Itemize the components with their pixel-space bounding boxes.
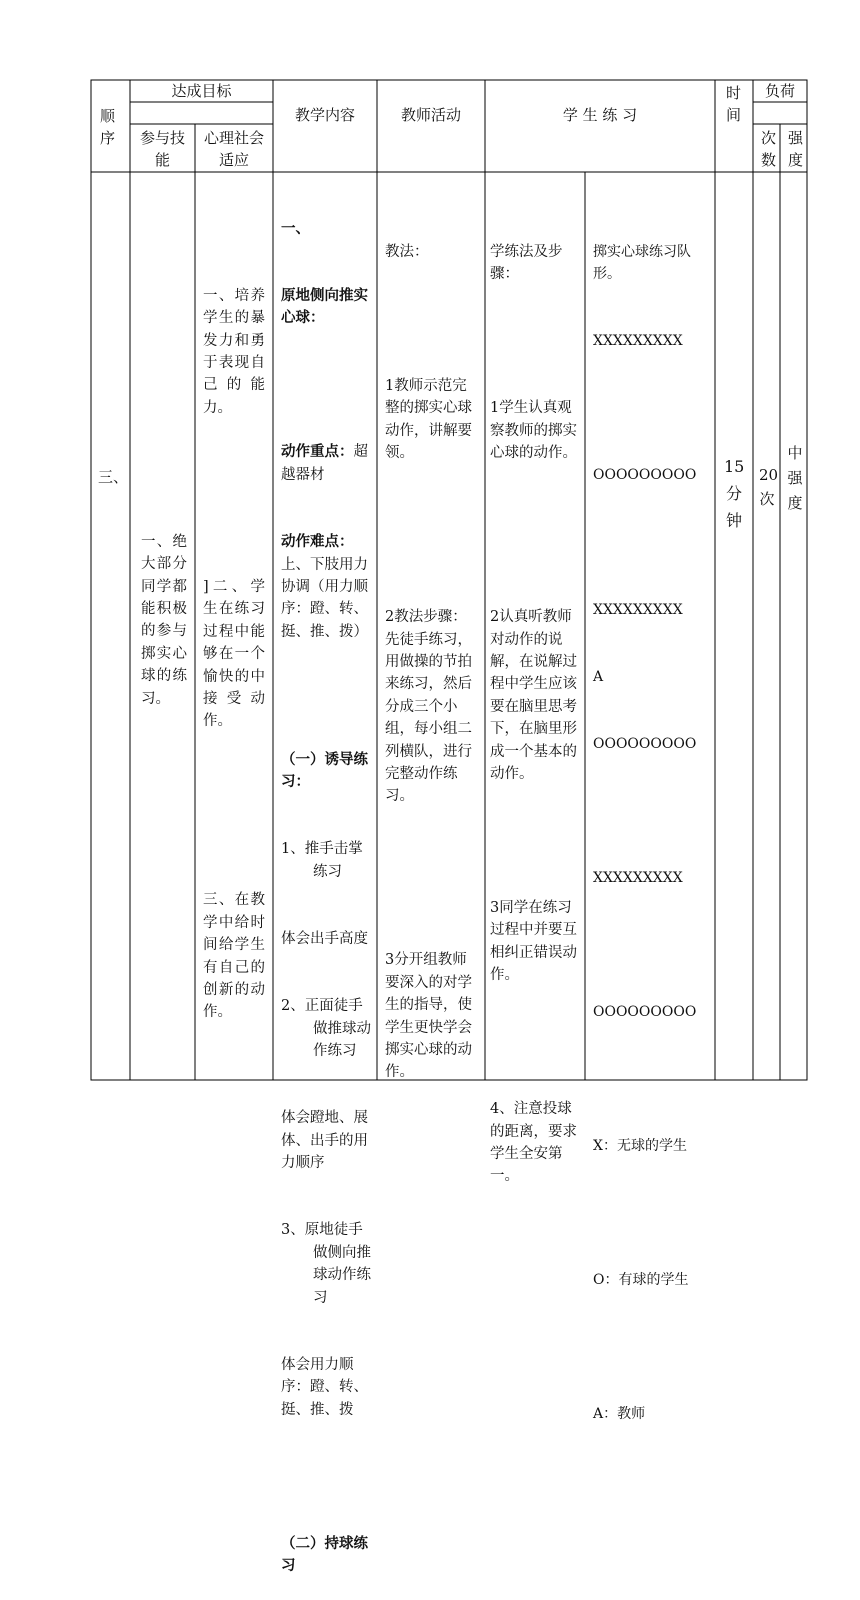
content-item-1: 1、推手击掌练习 — [281, 841, 363, 880]
formation-row-x2: XXXXXXXXX — [593, 601, 683, 618]
header-student: 学 生 练 习 — [562, 106, 638, 124]
teacher-method: 教法： — [385, 243, 429, 260]
time-value: 15分钟 — [724, 457, 745, 530]
student-steps-title: 学练法及步骤： — [490, 243, 563, 283]
content-diff-text: 上、下肢用力协调（用力顺序：蹬、转、挺、推、拨） — [281, 556, 368, 640]
header-participation: 参与技能 — [140, 129, 186, 169]
header-content: 教学内容 — [294, 106, 355, 124]
formation-row-o3: OOOOOOOOO — [593, 1004, 697, 1020]
content-item-2b: 体会蹬地、展体、出手的用力顺序 — [281, 1110, 368, 1172]
header-time: 时间 — [726, 84, 742, 124]
content-text — [281, 173, 371, 1600]
header-count: 次数 — [761, 129, 777, 169]
psych-text — [203, 240, 265, 1046]
legend-o: O：有球的学生 — [593, 1272, 689, 1289]
legend-a: A：教师 — [593, 1406, 646, 1423]
content-item-2: 2、正面徒手做推球动作练习 — [281, 998, 371, 1060]
content-section-1: （一）诱导练习： — [281, 750, 368, 791]
header-seq: 顺序 — [100, 107, 116, 147]
content-title: 原地侧向推实心球： — [281, 287, 368, 327]
student-step-4: 4、注意投球的距离，要求学生全安第一。 — [490, 1101, 577, 1185]
participation-text: 一、绝大部分同学都能积极的参与掷实心球的练习。 — [141, 533, 187, 707]
teacher-step-1: 1教师示范完整的掷实心球动作，讲解要领。 — [385, 377, 472, 462]
formation-teacher-a: A — [593, 668, 604, 685]
formation-text — [593, 196, 711, 1448]
formation-row-x3: XXXXXXXXX — [593, 869, 683, 886]
content-key-label: 动作重点： — [281, 443, 354, 461]
content-item-3: 3、原地徒手做侧向推球动作练习 — [281, 1222, 371, 1306]
header-teacher: 教师活动 — [400, 106, 461, 124]
row-seq: 三、 — [98, 468, 129, 486]
psych-p1: 一、培养学生的暴发力和勇于表现自己的能力。 — [203, 287, 265, 416]
header-psych: 心理社会适应 — [203, 129, 264, 169]
header-load: 负荷 — [764, 82, 795, 100]
student-step-1: 1学生认真观察教师的掷实心球的动作。 — [490, 400, 577, 462]
legend-x: X：无球的学生 — [593, 1138, 687, 1155]
formation-row-x1: XXXXXXXXX — [593, 333, 683, 350]
content-l1: 一、 — [281, 219, 310, 237]
content-item-1b: 体会出手高度 — [281, 931, 368, 947]
formation-title: 掷实心球练习队形。 — [593, 243, 691, 283]
content-item-3b: 体会用力顺序：蹬、转、挺、推、拨 — [281, 1356, 368, 1418]
formation-row-o1: OOOOOOOOO — [593, 467, 697, 484]
student-step-3: 3同学在练习过程中并要互相纠正错误动作。 — [490, 899, 577, 984]
formation-row-o2: OOOOOOOOO — [593, 735, 697, 752]
student-step-2: 2认真听教师对动作的说解，在说解过程中学生应该要在脑里思考下，在脑里形成一个基本的动作。 — [490, 609, 577, 782]
count-value: 20次 — [759, 466, 779, 508]
header-intensity: 强度 — [788, 129, 804, 169]
teacher-text — [385, 196, 477, 1106]
header-goals: 达成目标 — [171, 82, 232, 100]
psych-p2: ]二、学生在练习过程中能够在一个愉快的中接受动作。 — [203, 578, 265, 730]
content-key-text: 超越器材 — [281, 444, 368, 483]
student-text — [490, 196, 580, 1210]
teacher-step-3: 3分开组教师要深入的对学生的指导，使学生更快学会掷实心球的动作。 — [385, 952, 472, 1081]
content-diff-label: 动作难点： — [281, 533, 354, 551]
content-section-2: （二）持球练习 — [281, 1534, 368, 1574]
teacher-step-2: 2教法步骤：先徒手练习，用做操的节拍来练习，然后分成三个小组，每小组二列横队，进行完整动作练习。 — [385, 609, 472, 805]
psych-p3: 三、在教学中给时间给学生有自己的创新的动作。 — [203, 892, 265, 1021]
intensity-value: 中强度 — [787, 444, 803, 512]
